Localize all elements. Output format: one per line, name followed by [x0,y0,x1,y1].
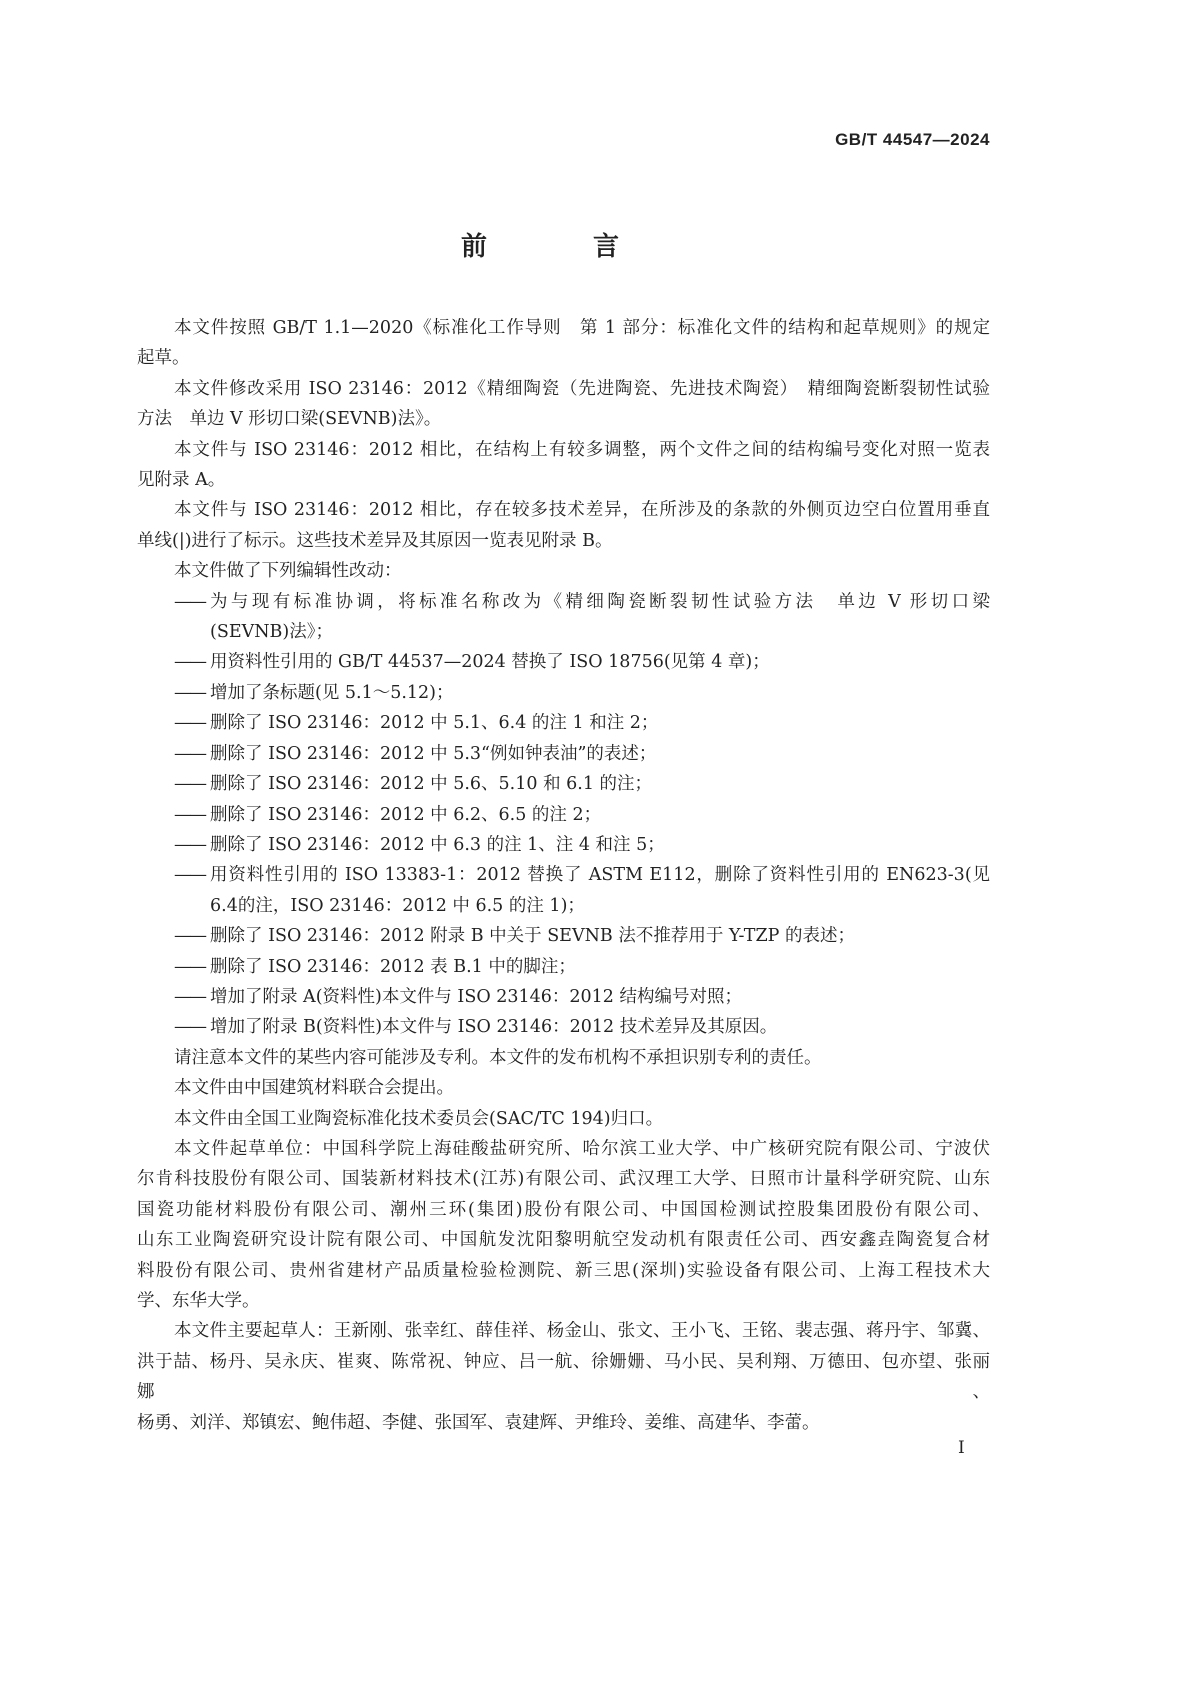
paragraph [137,374,990,435]
standard-number: GB/T 44547—2024 [835,130,990,149]
dash-marker: —— [174,652,205,673]
paragraph [137,1104,990,1134]
text-line: 国瓷功能材料股份有限公司、潮州三环(集团)股份有限公司、中国国检测试控股集团股份有限公司、 [137,1199,990,1220]
text-line: 方法 单边 V 形切口梁(SEVNB)法》。 [137,409,442,430]
text-line: 增加了条标题(见 5.1～5.12)； [210,682,454,703]
dash-marker: —— [174,804,205,825]
text-line: 删除了 ISO 23146：2012 附录 B 中关于 SEVNB 法不推荐用于 Y-TZP 的表述； [210,926,855,947]
text-line: 用资料性引用的 GB/T 44537—2024 替换了 ISO 18756(见第 4 章)； [210,652,770,673]
text-line: 删除了 ISO 23146：2012 中 6.3 的注 1、注 4 和注 5； [210,834,665,855]
dash-marker: —— [174,713,205,734]
text-line: 料股份有限公司、贵州省建材产品质量检验检测院、新三思(深圳)实验设备有限公司、上海工程技术大 [137,1260,990,1281]
text-line: 洪于喆、杨丹、吴永庆、崔爽、陈常祝、钟应、吕一航、徐姗姗、马小民、吴利翔、万德田、包亦望、张丽娜、 [137,1351,990,1403]
dash-marker: —— [174,1017,205,1038]
paragraph [137,1134,990,1316]
paragraph [137,1043,990,1073]
dash-marker: —— [174,682,205,703]
list-item [137,739,990,769]
dash-marker: —— [174,926,205,947]
list-item [137,830,990,860]
paragraph [137,313,990,374]
text-line: 增加了附录 A(资料性)本文件与 ISO 23146：2012 结构编号对照； [210,986,742,1007]
text-line: 6.4的注，ISO 23146：2012 中 6.5 的注 1)； [210,895,585,916]
list-item [137,921,990,951]
page-title: 前 言 [460,232,659,262]
list-item [137,769,990,799]
text-line: 本文件与 ISO 23146：2012 相比，在结构上有较多调整，两个文件之间的结构编号变化对照一览表 [174,439,990,460]
list-item [137,952,990,982]
text-line: 删除了 ISO 23146：2012 中 5.1、6.4 的注 1 和注 2； [210,713,659,734]
list-item [137,647,990,677]
paragraph [137,495,990,556]
text-line: 见附录 A。 [137,470,226,491]
list-item [137,708,990,738]
dash-marker: —— [174,774,205,795]
dash-marker: —— [174,986,205,1007]
dash-marker: —— [174,591,205,612]
list-item [137,1012,990,1042]
paragraph [137,556,990,586]
list-item [137,860,990,921]
text-line: 本文件做了下列编辑性改动： [174,561,402,582]
list-item [137,800,990,830]
text-line: 删除了 ISO 23146：2012 表 B.1 中的脚注； [210,956,576,977]
list-item [137,678,990,708]
text-line: 本文件起草单位：中国科学院上海硅酸盐研究所、哈尔滨工业大学、中广核研究院有限公司、宁波伏 [174,1138,990,1159]
dash-marker: —— [174,743,205,764]
text-line: 学、东华大学。 [137,1291,260,1311]
text-line: 尔肯科技股份有限公司、国装新材料技术(江苏)有限公司、武汉理工大学、日照市计量科学研究院、山东 [137,1169,990,1190]
dash-marker: —— [174,956,205,977]
text-line: 本文件由全国工业陶瓷标准化技术委员会(SAC/TC 194)归口。 [174,1108,664,1129]
text-line: 删除了 ISO 23146：2012 中 5.6、5.10 和 6.1 的注； [210,774,653,795]
text-line: 本文件主要起草人：王新刚、张幸红、薛佳祥、杨金山、张文、王小飞、王铭、裴志强、蒋丹宇、邹冀、 [174,1321,990,1342]
list-item [137,982,990,1012]
document-body [137,313,990,1438]
text-line: 本文件修改采用 ISO 23146：2012《精细陶瓷（先进陶瓷、先进技术陶瓷） 精细陶瓷断裂韧性试验 [174,378,990,399]
text-line: 为与现有标准协调，将标准名称改为《精细陶瓷断裂韧性试验方法 单边 V 形切口梁 [210,591,990,612]
dash-marker: —— [174,834,205,855]
dash-marker: —— [174,865,205,886]
list-item [137,587,990,648]
text-line: 本文件由中国建筑材料联合会提出。 [174,1078,454,1099]
paragraph [137,1073,990,1103]
text-line: 山东工业陶瓷研究设计院有限公司、中国航发沈阳黎明航空发动机有限责任公司、西安鑫垚陶瓷复合材 [137,1230,990,1251]
page-number: I [958,1438,965,1458]
text-line: 单线(|)进行了标示。这些技术差异及其原因一览表见附录 B。 [137,530,613,551]
text-line: 请注意本文件的某些内容可能涉及专利。本文件的发布机构不承担识别专利的责任。 [174,1047,822,1068]
text-line: 本文件按照 GB/T 1.1—2020《标准化工作导则 第 1 部分：标准化文件的结构和起草规则》的规定 [174,318,990,338]
text-line: 本文件与 ISO 23146：2012 相比，存在较多技术差异，在所涉及的条款的外侧页边空白位置用垂直 [174,500,990,521]
text-line: 杨勇、刘洋、郑镇宏、鲍伟超、李健、张国军、袁建辉、尹维玲、姜维、高建华、李蕾。 [137,1412,820,1433]
text-line: 增加了附录 B(资料性)本文件与 ISO 23146：2012 技术差异及其原因。 [210,1017,778,1038]
text-line: 起草。 [137,348,190,369]
paragraph [137,435,990,496]
paragraph [137,1316,990,1438]
text-line: 删除了 ISO 23146：2012 中 6.2、6.5 的注 2； [210,804,602,825]
text-line: 删除了 ISO 23146：2012 中 5.3“例如钟表油”的表述； [210,743,657,764]
text-line: (SEVNB)法》； [210,622,333,643]
text-line: 用资料性引用的 ISO 13383-1：2012 替换了 ASTM E112，删除了资料性引用的 EN623-3(见 [210,865,990,886]
